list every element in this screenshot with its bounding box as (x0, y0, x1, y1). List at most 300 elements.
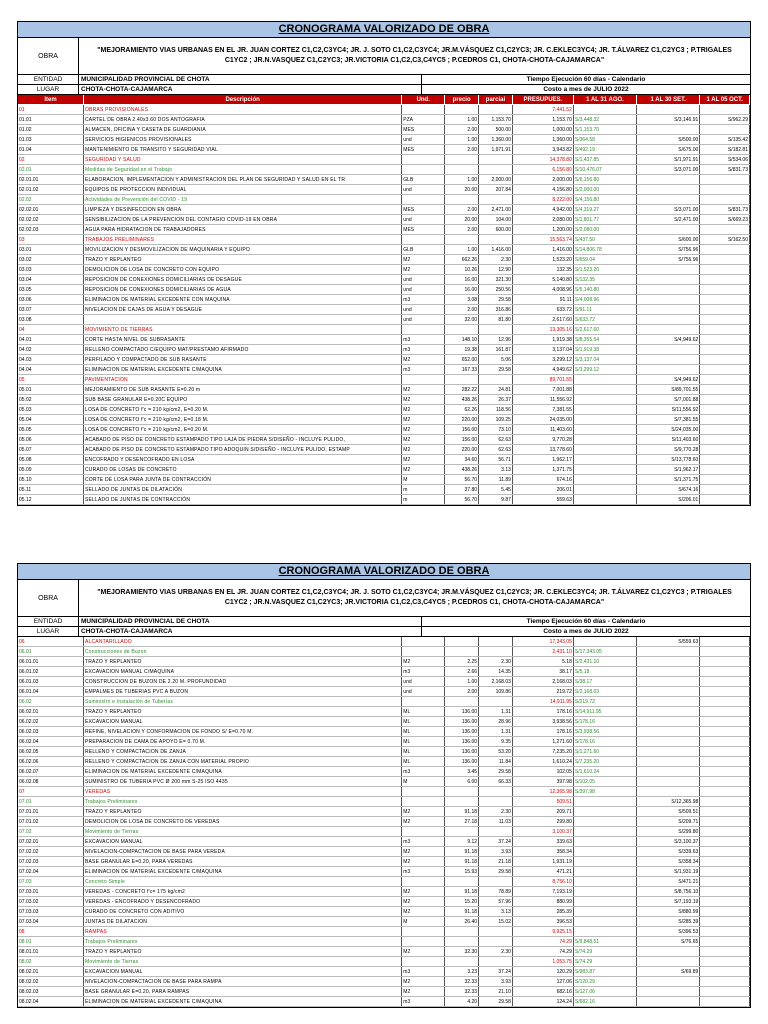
cell-desc: Concreto Simple (83, 877, 401, 887)
cell-item: 07.03.02 (18, 897, 83, 907)
cell-m2 (637, 365, 700, 375)
table-row (18, 957, 750, 967)
cell-und: M2 (402, 977, 445, 987)
cell-und: GLB (402, 245, 445, 255)
cell-desc: EXCAVACION MANUAL C/MAQUINA (83, 667, 401, 677)
cell-parcial: 37.24 (479, 837, 513, 847)
cell-und: m3 (402, 667, 445, 677)
lugar-label: LUGAR (18, 85, 79, 94)
table-row (18, 927, 750, 937)
cell-item: 03.02 (18, 255, 83, 265)
cell-desc: EXCAVACION MANUAL (83, 967, 401, 977)
cell-pres: 674.16 (512, 475, 573, 485)
table-row (18, 657, 750, 667)
cell-item: 07 (18, 787, 83, 797)
cell-m2: S/9,770.28 (637, 445, 700, 455)
cell-item: 03.01 (18, 245, 83, 255)
cell-item: 08.02.01 (18, 967, 83, 977)
cell-m3 (700, 405, 750, 415)
cell-desc: CORTE HASTA NIVEL DE SUBRASANTE (83, 335, 401, 345)
cell-pres: 1,053.75 (512, 957, 573, 967)
cell-precio: 91.18 (445, 887, 479, 897)
cell-precio: 2.25 (445, 657, 479, 667)
cell-und: und (402, 275, 445, 285)
cell-pres: 1,153.70 (512, 115, 573, 125)
cell-precio: 2.00 (445, 125, 479, 135)
cell-pres: 2,000.00 (512, 175, 573, 185)
cell-m3 (700, 717, 750, 727)
cell-parcial: 9.35 (479, 737, 513, 747)
table-row (18, 867, 750, 877)
cell-m3 (700, 485, 750, 495)
cell-parcial: 2,471.00 (479, 205, 513, 215)
cell-parcial (479, 375, 513, 385)
cell-m3 (700, 897, 750, 907)
cell-m3 (700, 195, 750, 205)
cell-und: und (402, 185, 445, 195)
cell-m1 (573, 897, 636, 907)
cell-item: 06.02.03 (18, 727, 83, 737)
cell-und: M (402, 917, 445, 927)
cell-precio (445, 877, 479, 887)
cell-item: 06.02 (18, 697, 83, 707)
cell-und: und (402, 135, 445, 145)
cell-precio: 32.00 (445, 315, 479, 325)
cell-pres: 4,949.62 (512, 365, 573, 375)
cell-parcial: 21.10 (479, 987, 513, 997)
cell-item: 04.03 (18, 355, 83, 365)
cell-desc: BASE GRANULAR E=0.20, PARA VEREDAS (83, 857, 401, 867)
cell-m3 (700, 797, 750, 807)
cell-item: 08.01.01 (18, 947, 83, 957)
cell-pres: 299.80 (512, 817, 573, 827)
cell-m2: S/2,471.00 (637, 215, 700, 225)
cell-item: 08.02 (18, 957, 83, 967)
cell-item: 07.03.01 (18, 887, 83, 897)
cell-m2: S/24,035.00 (637, 425, 700, 435)
cell-pres: 1,523.20 (512, 255, 573, 265)
cell-item: 05.05 (18, 425, 83, 435)
cell-m2: S/675.00 (637, 145, 700, 155)
cell-precio (445, 105, 479, 115)
table-row (18, 205, 750, 215)
cell-und: M (402, 777, 445, 787)
cell-m3 (700, 767, 750, 777)
cell-m2: S/756.96 (637, 255, 700, 265)
cell-m1: S/437.50 (573, 235, 636, 245)
cell-precio: 62.26 (445, 405, 479, 415)
cell-pres: 3,137.04 (512, 345, 573, 355)
cell-m3 (700, 887, 750, 897)
cell-m2 (637, 717, 700, 727)
cell-precio (445, 637, 479, 647)
header-cell: Und. (402, 95, 445, 105)
cell-parcial: 37.24 (479, 967, 513, 977)
cell-m1 (573, 465, 636, 475)
cell-m2 (637, 947, 700, 957)
cell-m2: S/209.71 (637, 817, 700, 827)
cell-item: 01.04 (18, 145, 83, 155)
cell-desc: SUB BASE GRANULAR E=0.20C EQUIPO (83, 395, 401, 405)
cell-m3 (700, 295, 750, 305)
cell-m1: S/8,355.54 (573, 335, 636, 345)
cell-m1 (573, 445, 636, 455)
cell-m3 (700, 647, 750, 657)
cell-pres: 13,305.16 (512, 325, 573, 335)
cell-m1 (573, 435, 636, 445)
table-row (18, 305, 750, 315)
cell-m2: S/3,146.91 (637, 115, 700, 125)
cell-precio (445, 827, 479, 837)
cell-desc: SENSIBILIZACION DE LA PREVENCION DEL CONTAGIO COVID-19 EN OBRA (83, 215, 401, 225)
table-row (18, 687, 750, 697)
cell-m3: S/831.73 (700, 205, 750, 215)
cell-und (402, 647, 445, 657)
cell-precio: 9.12 (445, 837, 479, 847)
cell-m2: S/299.80 (637, 827, 700, 837)
cell-und: M2 (402, 435, 445, 445)
cell-pres: 1,271.60 (512, 737, 573, 747)
table-row (18, 767, 750, 777)
cell-desc: MOVILIZACION Y DESMOVILIZACION DE MAQUINARIA Y EQUIPO (83, 245, 401, 255)
cell-m1 (573, 817, 636, 827)
cell-m2: S/674.16 (637, 485, 700, 495)
cell-desc: SERVICIOS HIGIENICOS PROVISIONALES (83, 135, 401, 145)
cell-desc: TRABAJOS PRELIMINARES (83, 235, 401, 245)
cell-precio: 2.00 (445, 305, 479, 315)
cell-item: 05.09 (18, 465, 83, 475)
cell-und: M (402, 475, 445, 485)
header-cell (700, 95, 750, 105)
cell-m2: S/7,381.55 (637, 415, 700, 425)
cell-m1: S/219.72 (573, 697, 636, 707)
cell-m3 (700, 947, 750, 957)
cell-pres: 11,403.60 (512, 425, 573, 435)
cell-m1: S/492.19 (573, 145, 636, 155)
table-row (18, 265, 750, 275)
cell-item: 05.10 (18, 475, 83, 485)
cell-parcial: 250.56 (479, 285, 513, 295)
cell-parcial: 3.93 (479, 847, 513, 857)
cell-m2 (637, 295, 700, 305)
cell-m1: S/4,156.80 (573, 195, 636, 205)
cell-item: 05.01 (18, 385, 83, 395)
cell-m2 (637, 175, 700, 185)
cell-m2 (637, 315, 700, 325)
cell-und: M2 (402, 405, 445, 415)
schedule-sheet-2 (17, 563, 751, 1008)
cell-m2 (637, 285, 700, 295)
cell-item: 02.02.03 (18, 225, 83, 235)
cell-pres: 89,701.55 (512, 375, 573, 385)
table-row (18, 827, 750, 837)
cell-pres: 120.29 (512, 967, 573, 977)
cell-m2 (637, 747, 700, 757)
table-row (18, 445, 750, 455)
cell-m3 (700, 315, 750, 325)
cell-parcial (479, 155, 513, 165)
cell-item: 07.02.02 (18, 847, 83, 857)
cell-parcial (479, 647, 513, 657)
cell-pres: 4,942.00 (512, 205, 573, 215)
cell-item: 02.02 (18, 195, 83, 205)
table-row (18, 847, 750, 857)
cell-pres: 127.06 (512, 977, 573, 987)
header-label: 1 AL 05 OCT. (706, 96, 743, 103)
cell-m3 (700, 465, 750, 475)
cell-item: 06.01.01 (18, 657, 83, 667)
table-row (18, 837, 750, 847)
cell-und (402, 325, 445, 335)
cell-parcial: 109.25 (479, 415, 513, 425)
cell-precio: 10.26 (445, 265, 479, 275)
table-row (18, 455, 750, 465)
cell-m1: S/5,140.80 (573, 285, 636, 295)
cell-precio: 26.40 (445, 917, 479, 927)
cell-parcial: 1,971.91 (479, 145, 513, 155)
cell-m1: S/38.17 (573, 677, 636, 687)
table-row (18, 155, 750, 165)
cell-parcial: 73.10 (479, 425, 513, 435)
cell-und: M2 (402, 395, 445, 405)
table-row (18, 365, 750, 375)
cell-precio: 3.08 (445, 295, 479, 305)
cell-m3 (700, 265, 750, 275)
cell-m2: S/3,100.37 (637, 837, 700, 847)
cell-pres: 91.11 (512, 295, 573, 305)
cell-und: ML (402, 747, 445, 757)
cell-m1: S/3,448.32 (573, 115, 636, 125)
cell-item: 06.01.02 (18, 667, 83, 677)
cell-desc: ELIMINACION DE MATERIAL EXCEDENTE C/MAQUINA (83, 867, 401, 877)
cell-pres: 5.18 (512, 657, 573, 667)
cell-parcial: 12.90 (479, 265, 513, 275)
cell-pres: 219.72 (512, 687, 573, 697)
cell-precio (445, 195, 479, 205)
table-row (18, 667, 750, 677)
cell-m1: S/7,235.20 (573, 757, 636, 767)
cell-desc: Construcciones de Buzon (83, 647, 401, 657)
cell-precio: 91.18 (445, 857, 479, 867)
cell-item: 08 (18, 927, 83, 937)
cell-m3 (700, 817, 750, 827)
cell-pres: 38.17 (512, 667, 573, 677)
table-row (18, 485, 750, 495)
cell-und: MES (402, 145, 445, 155)
cell-parcial: 3.13 (479, 907, 513, 917)
cell-item: 01.01 (18, 115, 83, 125)
cell-parcial: 3.93 (479, 977, 513, 987)
cell-precio: 56.70 (445, 475, 479, 485)
header-cell (573, 95, 636, 105)
cell-m2 (637, 757, 700, 767)
costo-text: Costo a mes de JULIO 2022 (543, 86, 629, 93)
cell-parcial: 161.87 (479, 345, 513, 355)
cell-m2: S/1,931.19 (637, 867, 700, 877)
cell-desc: ACABADO DE PISO DE CONCRETO ESTAMPADO TIPO LAJA DE PIEDRA S/DISEÑO - INCLUYE PULIDO, (83, 435, 401, 445)
cell-m3 (700, 245, 750, 255)
cell-precio (445, 697, 479, 707)
cell-desc: REFINE, NIVELACION Y CONFORMACION DE FONDO S/ E=0.70 M. (83, 727, 401, 737)
cell-pres: 2,080.00 (512, 215, 573, 225)
cell-pres: 7,441.52 (512, 105, 573, 115)
cell-desc: PAVIMENTACION (83, 375, 401, 385)
cell-pres: 633.72 (512, 305, 573, 315)
cell-parcial (479, 937, 513, 947)
cell-pres: 880.99 (512, 897, 573, 907)
cell-m3 (700, 917, 750, 927)
cell-item: 05.08 (18, 455, 83, 465)
cell-und: M2 (402, 657, 445, 667)
table-row (18, 857, 750, 867)
cell-item: 07.02 (18, 827, 83, 837)
cell-und: m3 (402, 997, 445, 1007)
cell-item: 05.12 (18, 495, 83, 505)
cell-m2: S/880.99 (637, 907, 700, 917)
cell-m1: S/14,806.78 (573, 245, 636, 255)
cell-und: M2 (402, 947, 445, 957)
cell-item: 08.02.03 (18, 987, 83, 997)
cell-pres: 339.63 (512, 837, 573, 847)
cell-m3 (700, 807, 750, 817)
cell-m3 (700, 907, 750, 917)
cell-desc: Trabajos Preliminares (83, 937, 401, 947)
obra-label: OBRA (18, 38, 79, 74)
header-row (18, 95, 750, 105)
cell-parcial: 62.63 (479, 435, 513, 445)
cell-m1: S/17,343.05 (573, 647, 636, 657)
tiempo-text: Tiempo Ejecución 60 días - Calendario (526, 618, 646, 625)
table-row (18, 677, 750, 687)
cell-desc: JUNTAS DE DILATACION (83, 917, 401, 927)
cell-item: 08.02.02 (18, 977, 83, 987)
cell-und: M2 (402, 355, 445, 365)
cell-desc: ELIMINACION DE MATERIAL EXCEDENTE C/MAQUINA (83, 997, 401, 1007)
cell-m3 (700, 385, 750, 395)
cell-parcial: 118.56 (479, 405, 513, 415)
cell-m1: S/102.05 (573, 777, 636, 787)
cell-parcial (479, 697, 513, 707)
cell-precio: 37.80 (445, 485, 479, 495)
cell-pres: 1,360.00 (512, 135, 573, 145)
cell-und (402, 165, 445, 175)
cell-item: 07.03.03 (18, 907, 83, 917)
entidad-value: MUNICIPALIDAD PROVINCIAL DE CHOTA (79, 75, 422, 84)
cell-und: M2 (402, 907, 445, 917)
cell-m2: S/11,556.92 (637, 405, 700, 415)
cell-desc: NIVELACION DE CAJAS DE AGUA Y DESAGUE (83, 305, 401, 315)
lugar-value: CHOTA-CHOTA-CAJAMARCA (79, 85, 422, 94)
obra-row (18, 38, 750, 75)
cell-desc: DEMOLICION DE LOSA DE CONCRETO CON EQUIPO (83, 265, 401, 275)
cell-desc: MEJORAMIENTO DE SUB RASANTE E=0.20 m (83, 385, 401, 395)
cell-pres: 471.21 (512, 867, 573, 877)
cell-precio: 3.23 (445, 967, 479, 977)
cell-und: M2 (402, 887, 445, 897)
cell-item: 05.04 (18, 415, 83, 425)
cell-precio: 6.00 (445, 777, 479, 787)
obra-label: OBRA (18, 580, 79, 616)
table-row (18, 787, 750, 797)
cell-pres: 12,365.98 (512, 787, 573, 797)
table-row (18, 415, 750, 425)
lugar-value: CHOTA-CHOTA-CAJAMARCA (79, 627, 422, 636)
cell-desc (83, 315, 401, 325)
cell-m2: S/76.65 (637, 937, 700, 947)
cell-m3 (700, 937, 750, 947)
cell-m2 (637, 977, 700, 987)
cell-item: 06.02.01 (18, 707, 83, 717)
obra-text: "MEJORAMIENTO VIAS URBANAS EN EL JR. JUAN CORTEZ C1,C2,C3YC4; JR. J. SOTO C1,C2,C3YC4; JR.M.VÁSQUEZ C1,C2YC3; JR. C.EKLEC3YC4; JR. T.ÁLVAREZ C1,C2YC3 ; P.TRIGALES C1YC2 ; JR.N.VASQUEZ C1,C2YC3; JR.VICTORIA C1,C2,C3,C4YC5 ; P.CEDROS C1, CHOTA-CHOTA-CAJAMARCA" (97, 589, 732, 606)
cell-pres: 14,378.80 (512, 155, 573, 165)
cell-m1 (573, 495, 636, 505)
cell-pres: 2,431.10 (512, 647, 573, 657)
cell-und (402, 697, 445, 707)
cell-precio: 91.18 (445, 847, 479, 857)
cell-precio: 220.00 (445, 445, 479, 455)
cell-parcial: 62.63 (479, 445, 513, 455)
cell-item: 02.01.01 (18, 175, 83, 185)
cell-item: 08.02.04 (18, 997, 83, 1007)
cell-desc: BASE GRANULAR E=0.20, PARA RAMPAS (83, 987, 401, 997)
lugar-label: LUGAR (18, 627, 79, 636)
header-cell: Item (18, 95, 83, 105)
cell-m3 (700, 637, 750, 647)
cell-und (402, 927, 445, 937)
cell-m2 (637, 997, 700, 1007)
cell-pres: 285.39 (512, 907, 573, 917)
cell-item: 04 (18, 325, 83, 335)
cell-precio: 438.26 (445, 395, 479, 405)
cell-parcial: 104.00 (479, 215, 513, 225)
cell-m2 (637, 325, 700, 335)
cell-precio: 2.00 (445, 225, 479, 235)
table-row (18, 917, 750, 927)
cell-m2 (637, 345, 700, 355)
table-row (18, 195, 750, 205)
cell-und: ML (402, 737, 445, 747)
cell-item: 03.08 (18, 315, 83, 325)
cell-m3 (700, 325, 750, 335)
cell-und: M2 (402, 265, 445, 275)
schedule-table-2 (18, 637, 750, 1007)
cell-parcial: 78.89 (479, 887, 513, 897)
cell-pres: 74.29 (512, 947, 573, 957)
cell-m1 (573, 877, 636, 887)
cell-m2 (637, 737, 700, 747)
cell-m3 (700, 757, 750, 767)
cell-desc: VEREDAS (83, 787, 401, 797)
cell-m1: S/3,299.12 (573, 365, 636, 375)
cell-m1 (573, 797, 636, 807)
cell-desc: CONSTRUCCION DE BUZON DE 2.20 M. PROFUNDIDAD (83, 677, 401, 687)
cell-pres: 2,617.60 (512, 315, 573, 325)
cell-und: M2 (402, 445, 445, 455)
cell-item: 07.03 (18, 877, 83, 887)
cell-parcial: 29.58 (479, 867, 513, 877)
cell-m1: S/91.11 (573, 305, 636, 315)
entidad-value: MUNICIPALIDAD PROVINCIAL DE CHOTA (79, 617, 422, 626)
table-row (18, 385, 750, 395)
cell-und: PZA (402, 115, 445, 125)
cell-m1 (573, 385, 636, 395)
cell-desc: PREPARACION DE CAMA DE APOYO E= 0.70 M. (83, 737, 401, 747)
cell-und: M2 (402, 415, 445, 425)
cell-parcial: 3.13 (479, 465, 513, 475)
table-row (18, 907, 750, 917)
cell-item: 06.02.07 (18, 767, 83, 777)
cell-m3: S/669.23 (700, 215, 750, 225)
